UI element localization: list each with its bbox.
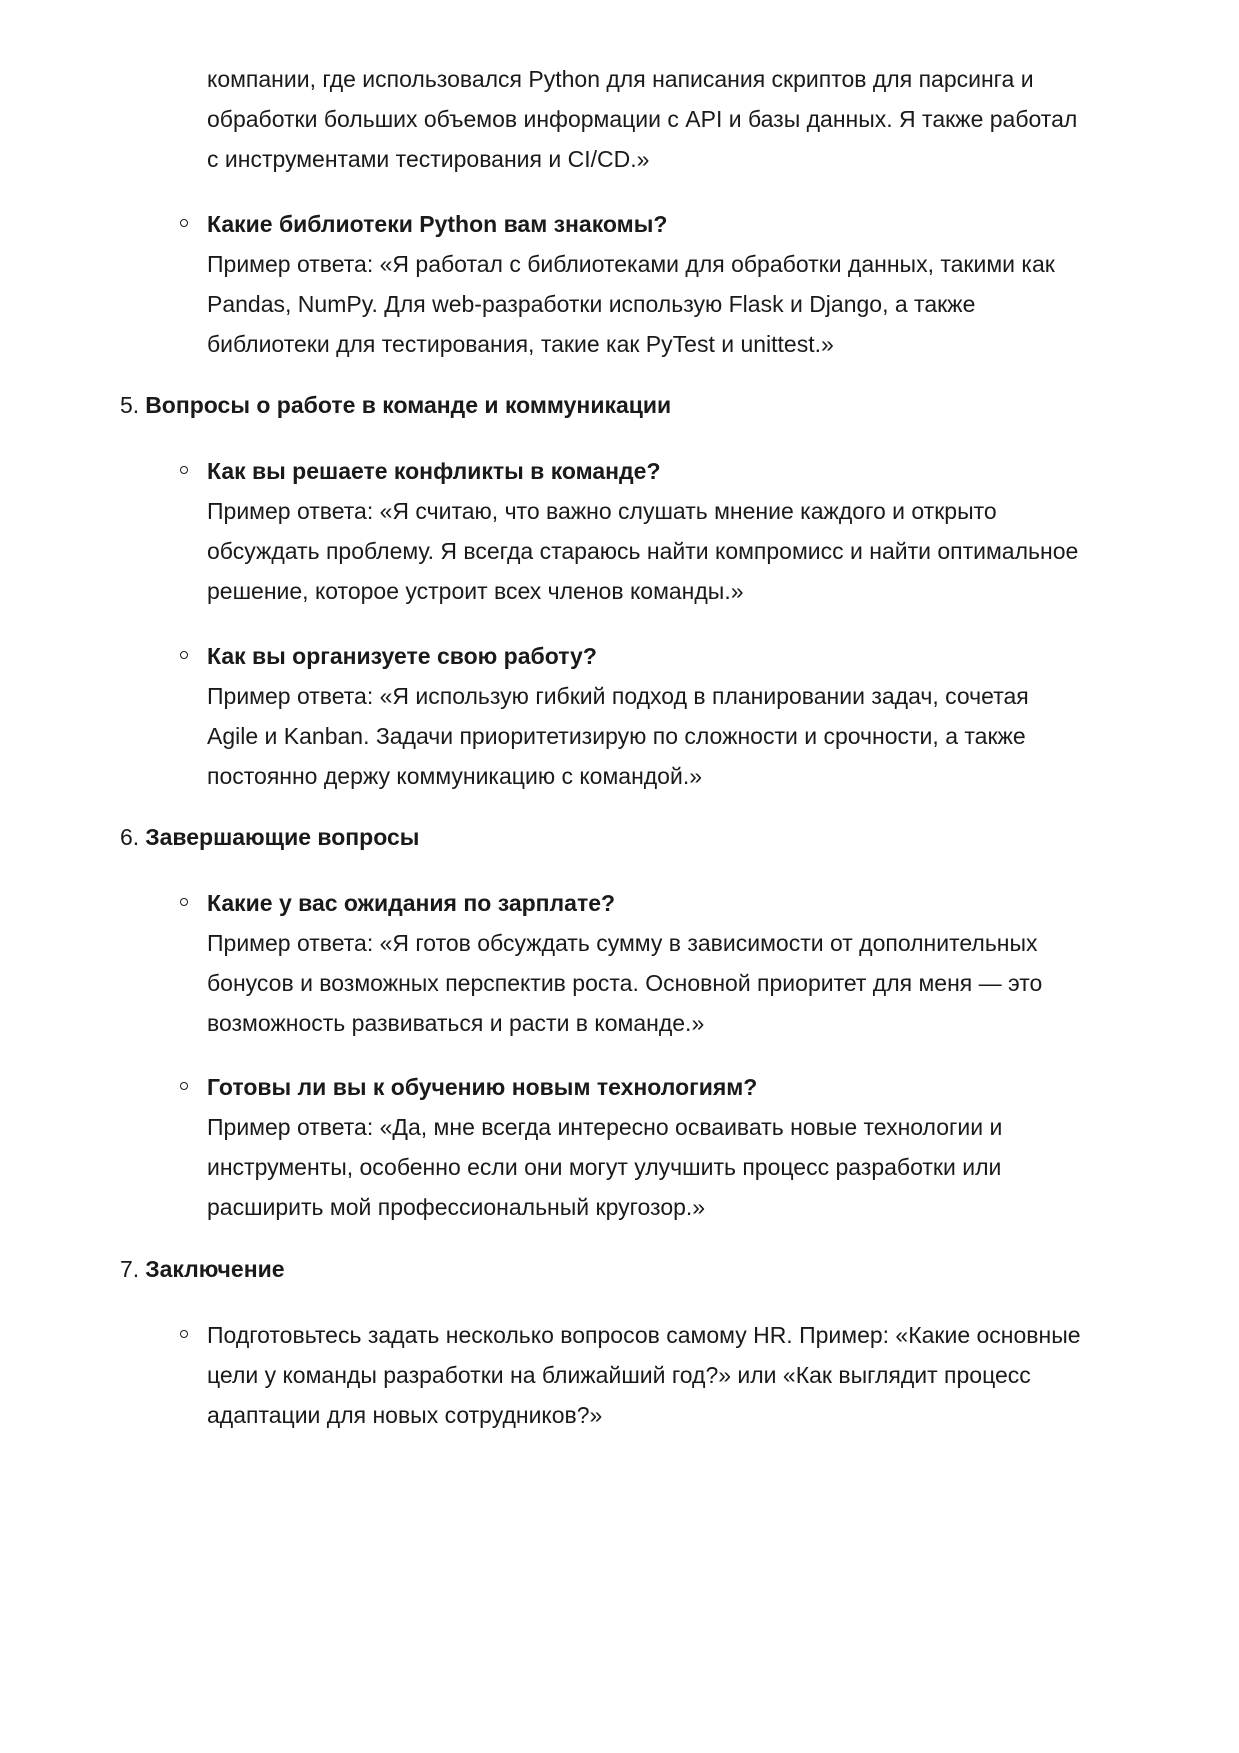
section-heading <box>120 1249 285 1289</box>
answer-line: Пример ответа: «Я работал с библиотеками для обработки данных, такими как <box>207 251 1055 277</box>
section-heading <box>120 817 419 857</box>
list-item <box>207 204 1167 364</box>
answer-line: Agile и Kanban. Задачи приоритетизирую по сложности и срочности, а также <box>207 723 1026 749</box>
text-line: обработки больших объемов информации с API и базы данных. Я также работал <box>207 106 1078 132</box>
question: Какие у вас ожидания по зарплате? <box>207 890 616 916</box>
question: Как вы решаете конфликты в команде? <box>207 458 661 484</box>
answer-line: Pandas, NumPy. Для web-разработки использую Flask и Django, а также <box>207 291 976 317</box>
list-item <box>207 451 1167 611</box>
question: Как вы организуете свою работу? <box>207 643 597 669</box>
answer-line: адаптации для новых сотрудников?» <box>207 1402 603 1428</box>
answer-line: постоянно держу коммуникацию с командой.» <box>207 763 703 789</box>
section-title: Завершающие вопросы <box>145 824 420 850</box>
circle-bullet-icon <box>180 219 188 227</box>
section-heading <box>120 385 671 425</box>
list-item <box>207 1067 1167 1227</box>
text-line: компании, где использовался Python для написания скриптов для парсинга и <box>207 66 1034 92</box>
answer-line: Пример ответа: «Я считаю, что важно слушать мнение каждого и открыто <box>207 498 997 524</box>
answer-line: возможность развиваться и расти в команде.» <box>207 1010 705 1036</box>
section-title: Вопросы о работе в команде и коммуникации <box>145 392 672 418</box>
question: Готовы ли вы к обучению новым технологиям? <box>207 1074 758 1100</box>
answer-line: Пример ответа: «Я использую гибкий подход в планировании задач, сочетая <box>207 683 1029 709</box>
circle-bullet-icon <box>180 1082 188 1090</box>
section-title: Заключение <box>145 1256 285 1282</box>
section-number: 7. <box>120 1256 140 1282</box>
circle-bullet-icon <box>180 898 188 906</box>
text-line: с инструментами тестирования и CI/CD.» <box>207 146 650 172</box>
list-item <box>207 883 1167 1043</box>
answer-line: Пример ответа: «Да, мне всегда интересно осваивать новые технологии и <box>207 1114 1003 1140</box>
circle-bullet-icon <box>180 1330 188 1338</box>
answer-line: Пример ответа: «Я готов обсуждать сумму в зависимости от дополнительных <box>207 930 1038 956</box>
answer-line: библиотеки для тестирования, такие как PyTest и unittest.» <box>207 331 834 357</box>
section-number: 6. <box>120 824 140 850</box>
answer-line: бонусов и возможных перспектив роста. Основной приоритет для меня — это <box>207 970 1043 996</box>
answer-line: расширить мой профессиональный кругозор.» <box>207 1194 706 1220</box>
circle-bullet-icon <box>180 651 188 659</box>
list-item <box>207 636 1167 796</box>
answer-line: обсуждать проблему. Я всегда стараюсь найти компромисс и найти оптимальное <box>207 538 1079 564</box>
list-item <box>207 1315 1167 1435</box>
circle-bullet-icon <box>180 466 188 474</box>
answer-line: Подготовьтесь задать несколько вопросов самому HR. Пример: «Какие основные <box>207 1322 1081 1348</box>
section-number: 5. <box>120 392 140 418</box>
answer-line: цели у команды разработки на ближайший год?» или «Как выглядит процесс <box>207 1362 1031 1388</box>
answer-line: решение, которое устроит всех членов команды.» <box>207 578 744 604</box>
answer-line: инструменты, особенно если они могут улучшить процесс разработки или <box>207 1154 1002 1180</box>
intro-paragraph <box>207 59 1167 179</box>
question: Какие библиотеки Python вам знакомы? <box>207 211 668 237</box>
